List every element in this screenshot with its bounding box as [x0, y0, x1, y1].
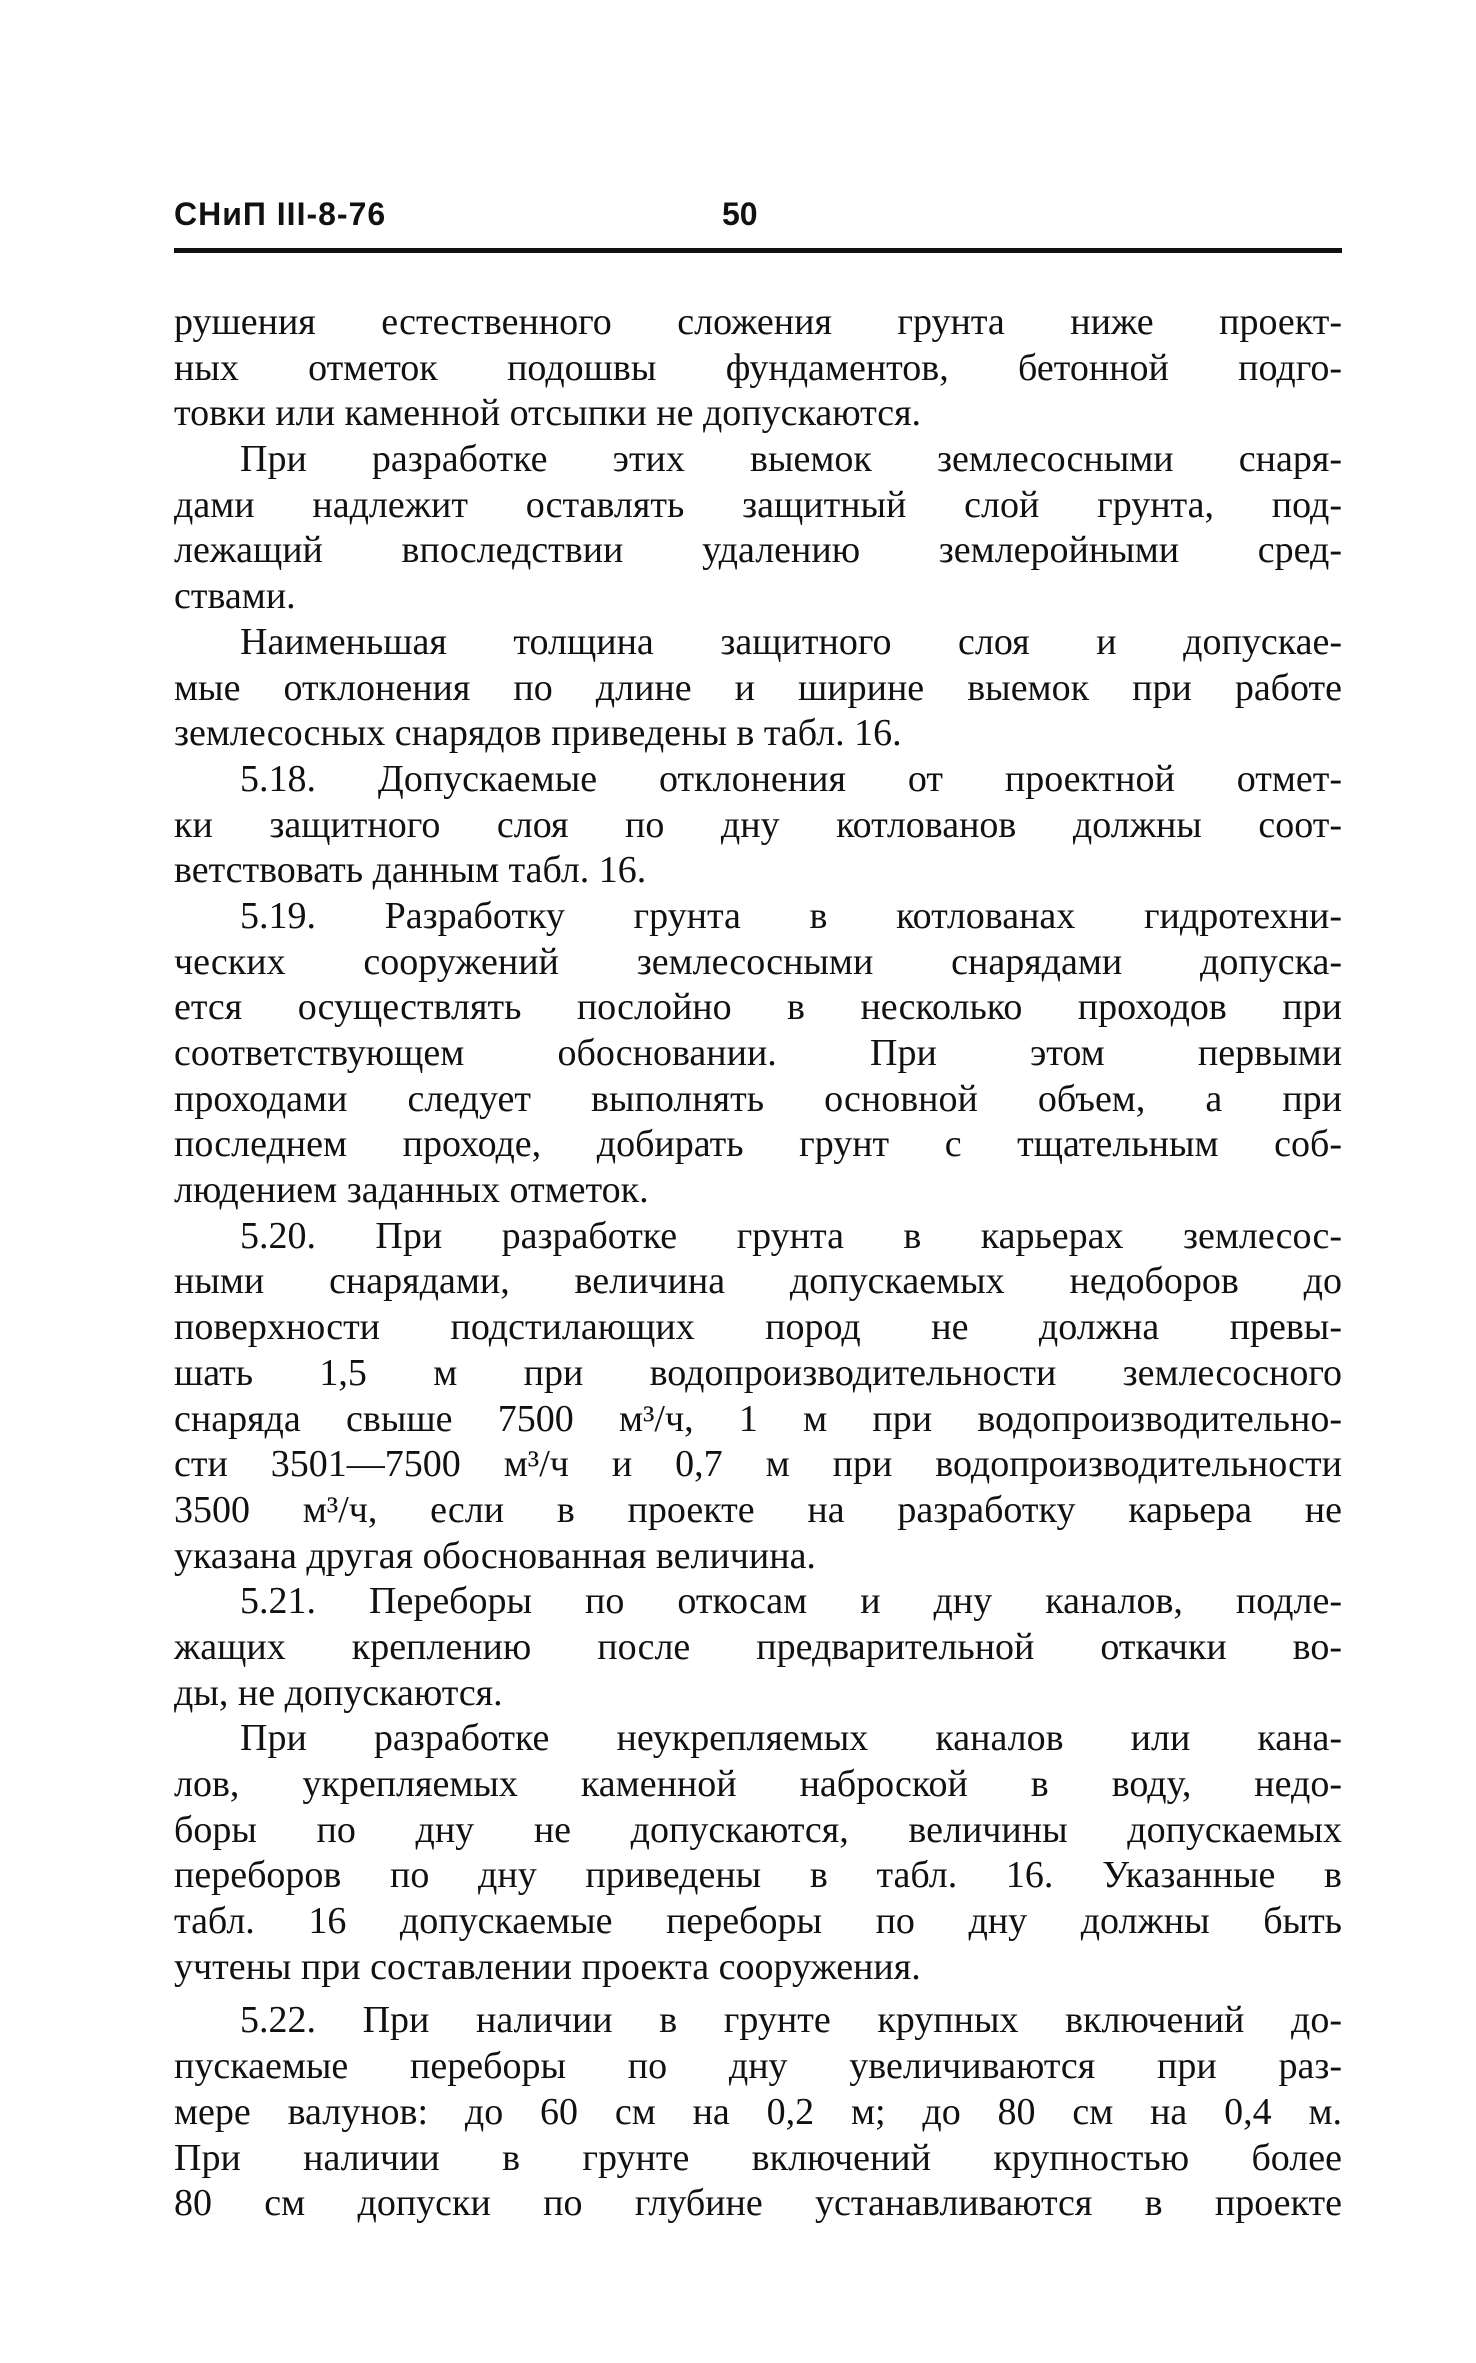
text-line: 3500 м³/ч, если в проекте на разработку карьера не: [174, 1488, 1342, 1531]
text-line: ческих сооружений землесосными снарядами допуска-: [174, 940, 1342, 983]
text-line: При наличии в грунте включений крупностью более: [174, 2136, 1342, 2179]
text-line: снаряда свыше 7500 м³/ч, 1 м при водопроизводительно-: [174, 1397, 1342, 1440]
paragraph-gap: [174, 1990, 1342, 1998]
text-line: 5.20. При разработке грунта в карьерах землесос-: [240, 1214, 1342, 1257]
text-line: жащих креплению после предварительной откачки во-: [174, 1625, 1342, 1668]
page-header: [174, 196, 1342, 248]
text-line: товки или каменной отсыпки не допускаются.: [174, 392, 922, 435]
text-line: сти 3501—7500 м³/ч и 0,7 м при водопроизводительности: [174, 1443, 1342, 1486]
text-line: мере валунов: до 60 см на 0,2 м; до 80 см на 0,4 м.: [174, 2090, 1342, 2133]
text-line: При разработке неукрепляемых каналов или кана-: [240, 1717, 1342, 1760]
text-line: ды, не допускаются.: [174, 1671, 503, 1714]
text-line: дами надлежит оставлять защитный слой грунта, под-: [174, 483, 1342, 526]
text-line: ется осуществлять послойно в несколько проходов при: [174, 986, 1342, 1029]
text-line: указана другая обоснованная величина.: [174, 1534, 816, 1577]
text-line: учтены при составлении проекта сооружения.: [174, 1945, 921, 1988]
text-line: проходами следует выполнять основной объем, а при: [174, 1077, 1342, 1120]
text-line: последнем проходе, добирать грунт с тщательным соб-: [174, 1123, 1342, 1166]
text-line: 5.21. Переборы по откосам и дну каналов, подле-: [240, 1580, 1342, 1623]
text-line: соответствующем обосновании. При этом первыми: [174, 1032, 1342, 1074]
text-line: рушения естественного сложения грунта ниже проект-: [174, 301, 1342, 343]
text-line: поверхности подстилающих пород не должна превы-: [174, 1306, 1342, 1349]
text-line: переборов по дну приведены в табл. 16. Указанные в: [174, 1854, 1342, 1897]
text-line: При разработке этих выемок землесосными снаря-: [240, 438, 1342, 481]
text-line: ных отметок подошвы фундаментов, бетонной подго-: [174, 346, 1342, 389]
text-line: боры по дну не допускаются, величины допускаемых: [174, 1808, 1342, 1851]
text-line: землесосных снарядов приведены в табл. 16.: [174, 712, 902, 755]
text-line: ствами.: [174, 575, 296, 618]
text-line: табл. 16 допускаемые переборы по дну должны быть: [174, 1900, 1342, 1943]
text-line: лов, укрепляемых каменной наброской в воду, недо-: [174, 1763, 1342, 1805]
header-divider: [174, 248, 1342, 253]
text-line: пускаемые переборы по дну увеличиваются при раз-: [174, 2045, 1342, 2088]
text-line: 5.18. Допускаемые отклонения от проектной отмет-: [240, 757, 1342, 800]
text-line: ветствовать данным табл. 16.: [174, 849, 647, 892]
text-line: людением заданных отметок.: [174, 1169, 649, 1212]
text-line: ки защитного слоя по дну котлованов должны соот-: [174, 803, 1342, 846]
text-line: лежащий впоследствии удалению землеройными сред-: [174, 529, 1342, 572]
text-line: 5.19. Разработку грунта в котлованах гидротехни-: [240, 894, 1342, 937]
page-number: 50: [722, 196, 758, 232]
body-text: [174, 300, 1342, 2227]
text-line: Наименьшая толщина защитного слоя и допускае-: [240, 620, 1342, 663]
text-line: шать 1,5 м при водопроизводительности землесосного: [174, 1351, 1342, 1394]
document-code: СНиП III-8-76: [174, 196, 387, 232]
text-line: мые отклонения по длине и ширине выемок при работе: [174, 666, 1342, 709]
text-line: 80 см допуски по глубине устанавливаются в проекте: [174, 2182, 1342, 2225]
text-line: 5.22. При наличии в грунте крупных включений до-: [240, 1999, 1342, 2042]
text-line: ными снарядами, величина допускаемых недоборов до: [174, 1260, 1342, 1303]
